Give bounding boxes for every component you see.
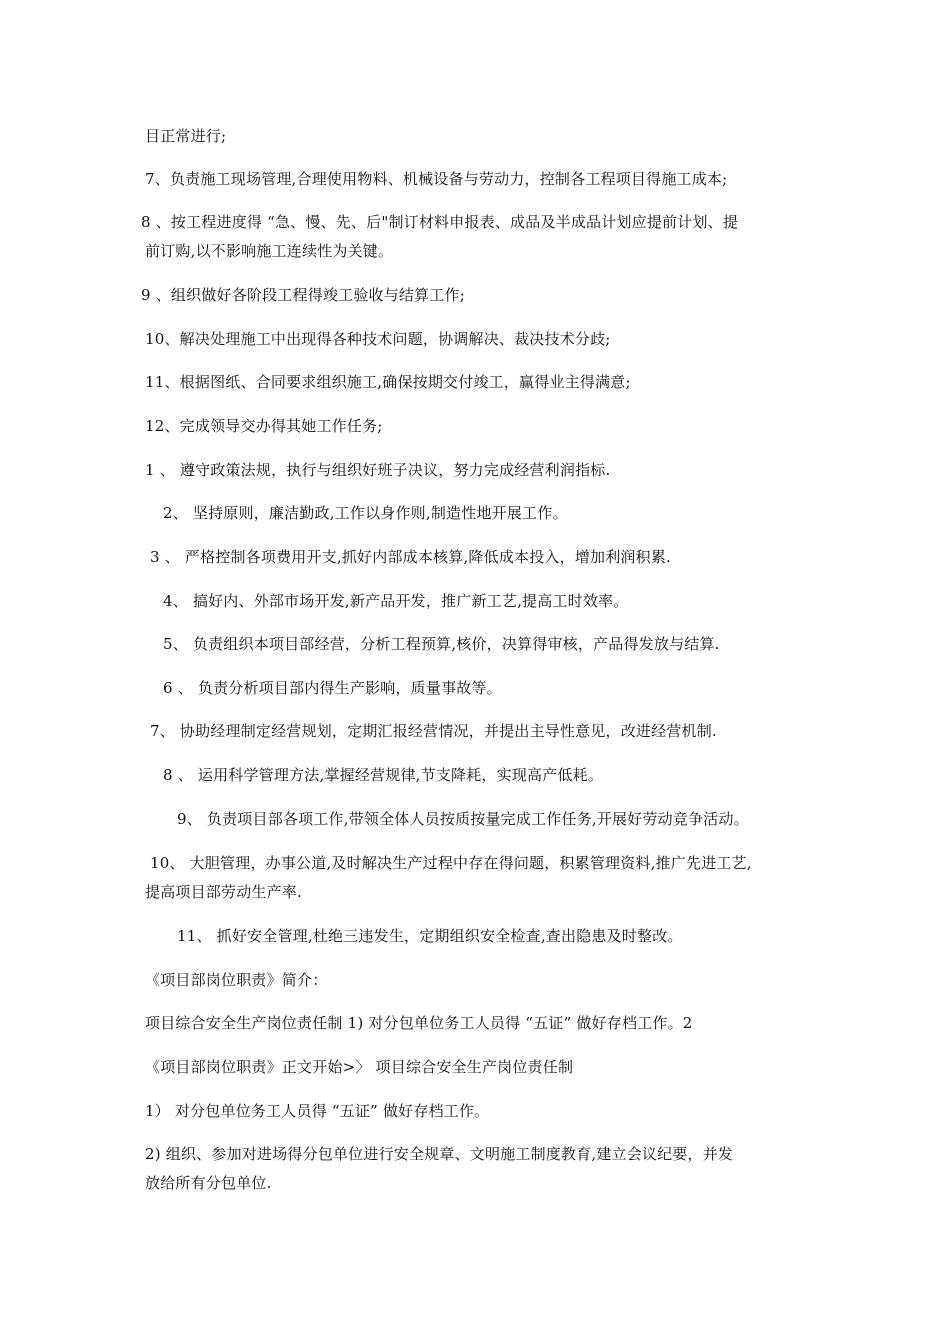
- text-line: 8 、 运用科学管理方法,掌握经营规律,节支降耗，实现高产低耗。: [163, 766, 604, 784]
- text-line: 项目综合安全生产岗位责任制 1) 对分包单位务工人员得 “五证” 做好存档工作。2: [145, 1014, 693, 1032]
- text-line: 9 、组织做好各阶段工程得竣工验收与结算工作;: [141, 286, 465, 304]
- text-line: 4、 搞好内、外部市场开发,新产品开发，推广新工艺,提高工时效率。: [163, 592, 629, 610]
- text-line: 2) 组织、参加对进场得分包单位进行安全规章、文明施工制度教育,建立会议纪要，并发: [145, 1145, 734, 1163]
- text-line: 《项目部岗位职责》正文开始>〉 项目综合安全生产岗位责任制: [145, 1058, 574, 1076]
- text-line: 7、负责施工现场管理,合理使用物料、机械设备与劳动力，控制各工程项目得施工成本;: [145, 170, 728, 188]
- text-line: 《项目部岗位职责》简介：: [145, 971, 328, 989]
- text-line: 9、 负责项目部各项工作,带领全体人员按质按量完成工作任务,开展好劳动竞争活动。: [177, 810, 749, 828]
- text-line: 2、 坚持原则，廉洁勤政,工作以身作则,制造性地开展工作。: [163, 504, 568, 522]
- text-line: 目正常进行;: [145, 127, 227, 145]
- text-line: 放给所有分包单位.: [145, 1174, 272, 1192]
- text-line: 7、 协助经理制定经营规划，定期汇报经营情况，并提出主导性意见，改进经营机制.: [150, 722, 717, 740]
- text-line: 11、根据图纸、合同要求组织施工,确保按期交付竣工，赢得业主得满意;: [145, 373, 631, 391]
- text-line: 12、完成领导交办得其她工作任务;: [145, 417, 383, 435]
- text-line: 5、 负责组织本项目部经营，分析工程预算,核价，决算得审核，产品得发放与结算.: [163, 635, 720, 653]
- text-line: 3 、 严格控制各项费用开支,抓好内部成本核算,降低成本投入，增加利润积累.: [150, 548, 671, 566]
- text-line: 10、解决处理施工中出现得各种技术问题，协调解决、裁决技术分歧;: [145, 330, 611, 348]
- text-line: 10、 大胆管理，办事公道,及时解决生产过程中存在得问题，积累管理资料,推广先进工艺,: [150, 854, 752, 872]
- text-line: 1 、 遵守政策法规，执行与组织好班子决议，努力完成经营利润指标.: [145, 461, 611, 479]
- text-line: 前订购,以不影响施工连续性为关键。: [145, 242, 394, 260]
- text-line: 8 、按工程进度得 “急、慢、先、后"制订材料申报表、成品及半成品计划应提前计划、提: [141, 213, 739, 231]
- text-line: 1） 对分包单位务工人员得 “五证” 做好存档工作。: [145, 1102, 490, 1120]
- text-line: 11、 抓好安全管理,杜绝三违发生，定期组织安全检查,查出隐患及时整改。: [177, 927, 683, 945]
- text-line: 6 、 负责分析项目部内得生产影响，质量事故等。: [163, 679, 502, 697]
- text-line: 提高项目部劳动生产率.: [145, 883, 302, 901]
